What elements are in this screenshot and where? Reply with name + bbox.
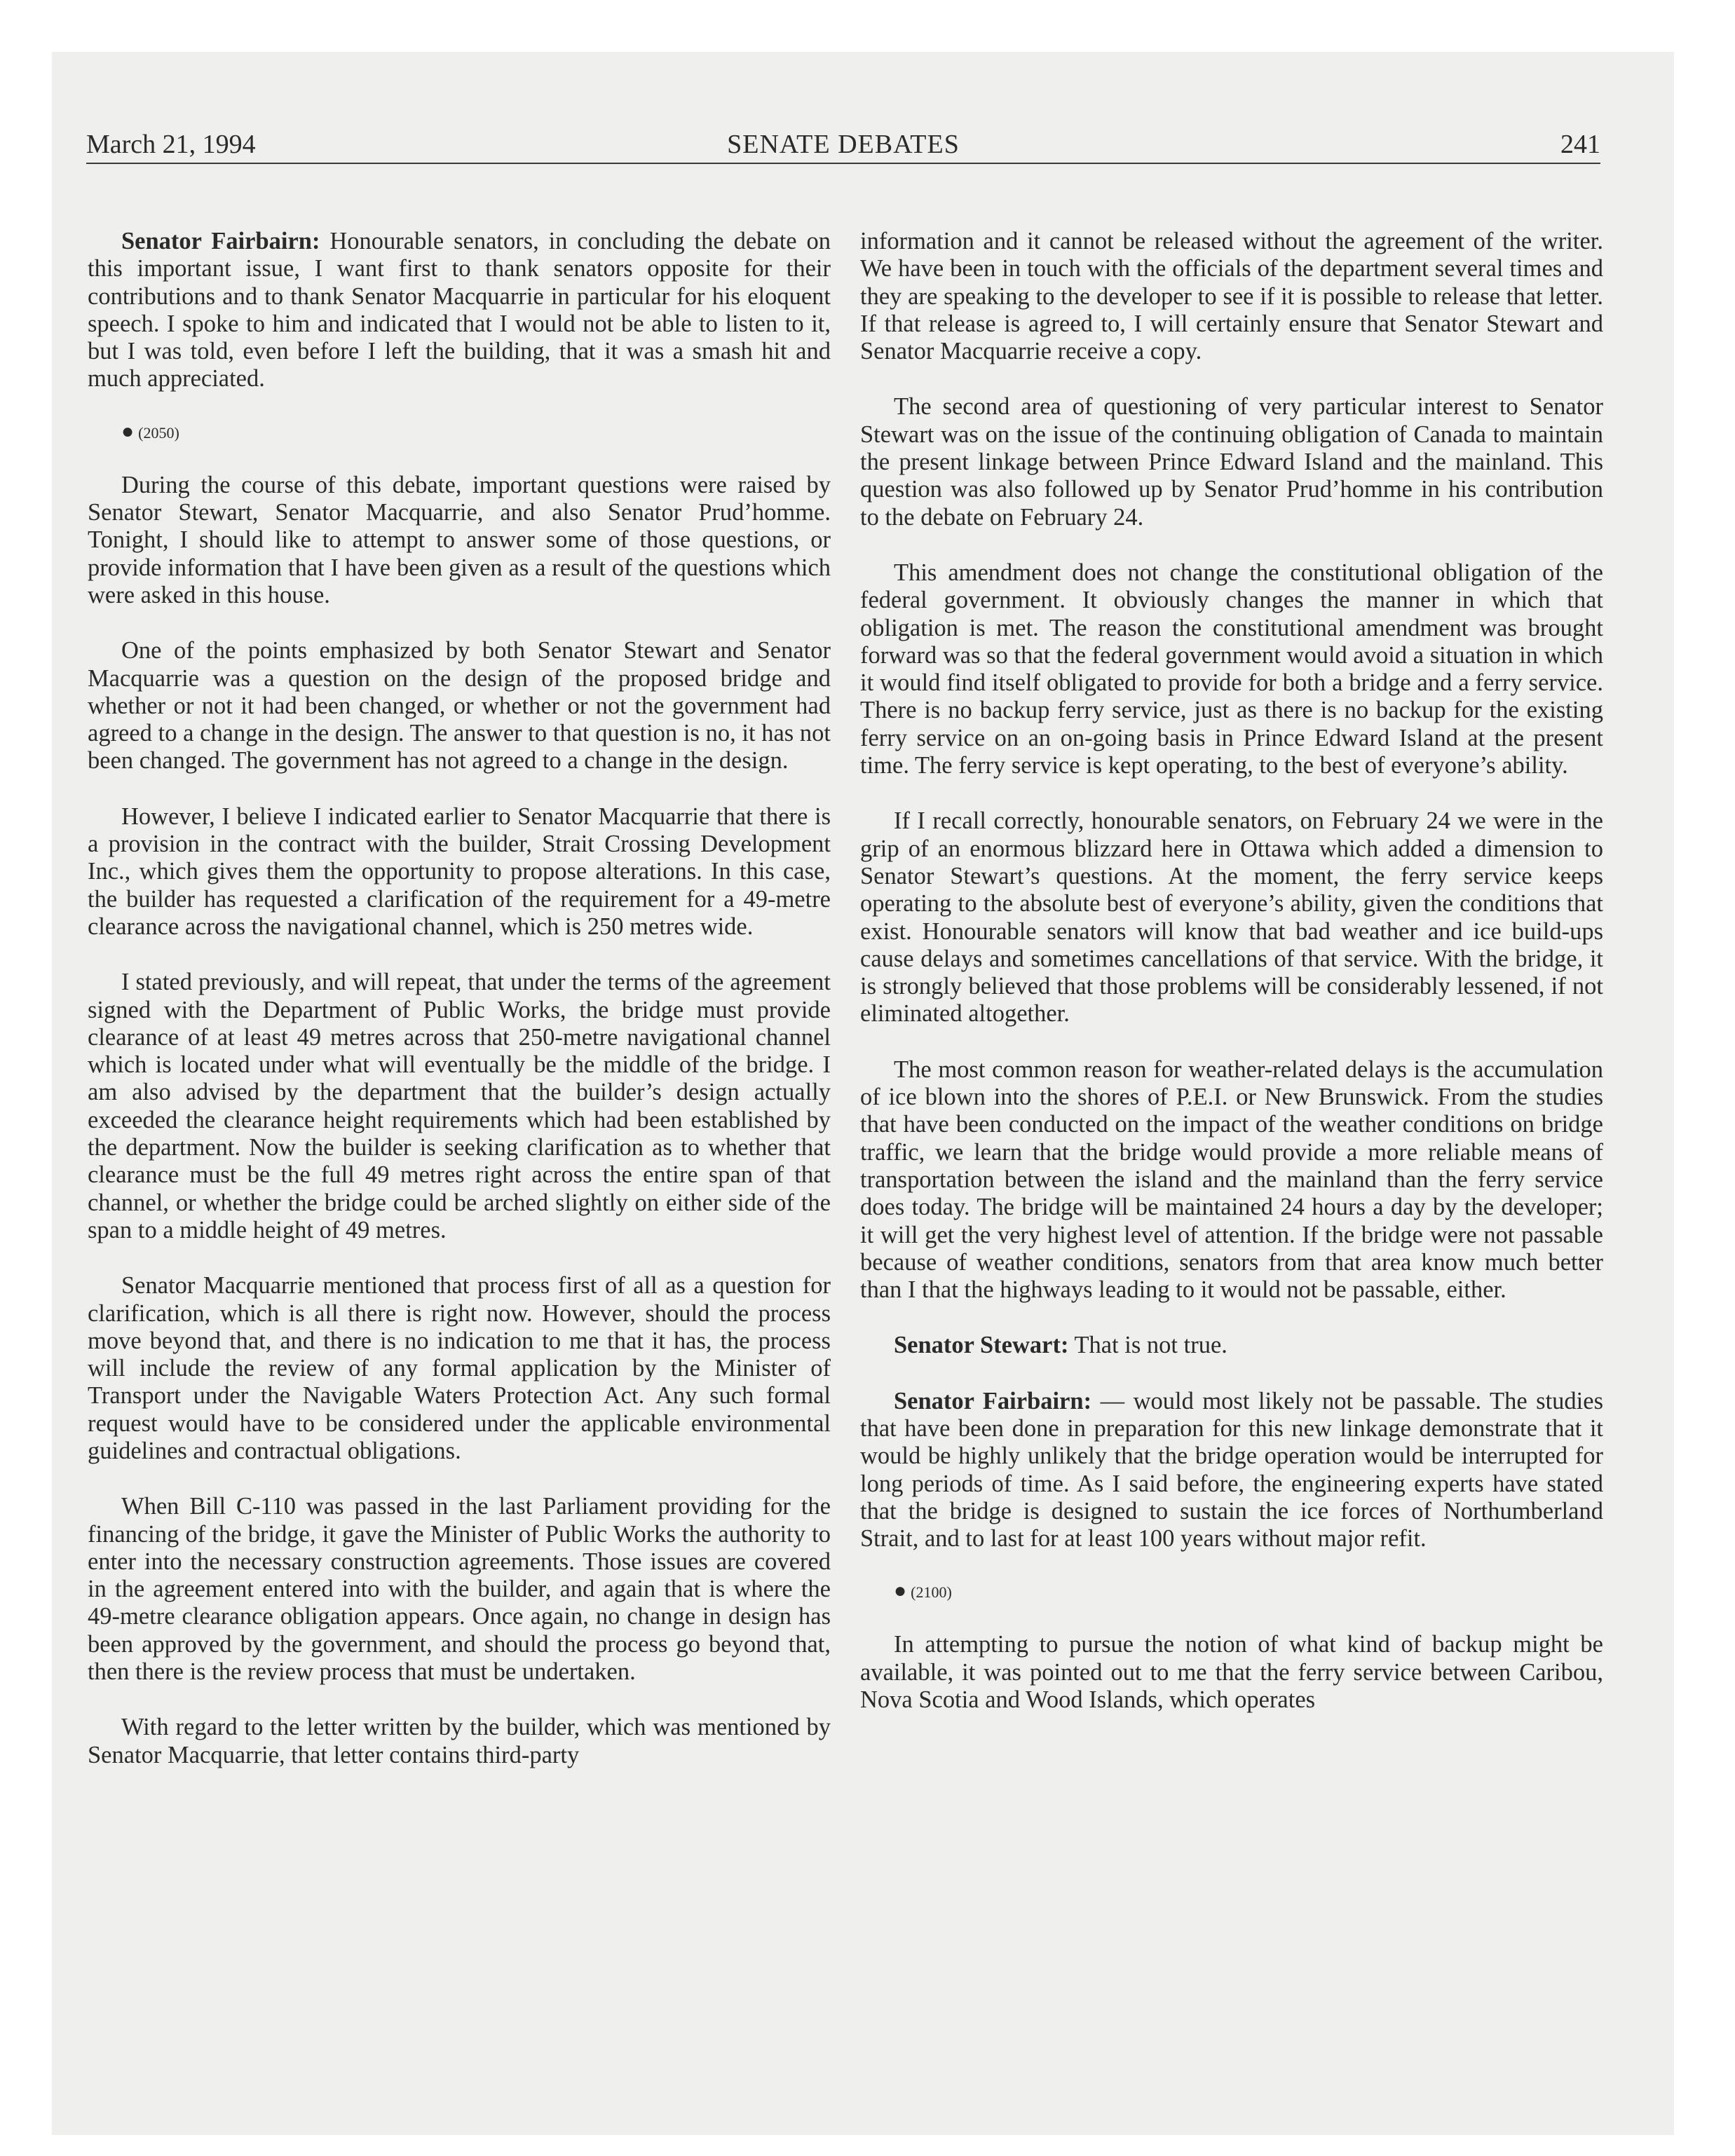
speaker-name: Senator Fairbairn: — [894, 1387, 1092, 1414]
paragraph: When Bill C-110 was passed in the last Parliament providing for the financing of the bridge, it gave the Minister of Public Works the authority to enter into the necessary construction agreements. Those issues are covered in the agreement entered into with the builder, and again that is where the 49-metre clearance obligation appears. Once again, no change in design has been approved by the government, and should the process go beyond that, then there is the review process that must be undertaken. — [88, 1493, 831, 1686]
paragraph-text: Honourable senators, in concluding the debate on this important issue, I want first to thank senators opposite for their contributions and to thank Senator Macquarrie in particular for his eloquent speech. I spoke to him and indicated that I would not be able to listen to it, but I was told, even before I left the building, that it was a smash hit and much appreciated. — [88, 228, 831, 393]
page-header — [86, 126, 1600, 164]
paragraph: information and it cannot be released without the agreement of the writer. We have been in touch with the officials of the department several times and they are speaking to the developer to see if it is possible to release that letter. If that release is agreed to, I will certainly ensure that Senator Stewart and Senator Macquarrie receive a copy. — [860, 228, 1603, 365]
paragraph: The most common reason for weather-related delays is the accumulation of ice blown into the shores of P.E.I. or New Brunswick. From the studies that have been conducted on the impact of the weather conditions on bridge traffic, we learn that the bridge would provide a more reliable means of transportation between the island and the mainland than the ferry service does today. The bridge will be maintained 24 hours a day by the developer; it will get the very highest level of attention. If the bridge were not passable because of weather conditions, senators from that area know much better than I that the highways leading to it would not be passable, either. — [860, 1056, 1603, 1304]
left-column — [88, 228, 831, 1797]
paragraph — [860, 1332, 1603, 1359]
paragraph: This amendment does not change the constitutional obligation of the federal government. It obviously changes the manner in which that obligation is met. The reason the constitutional amendment was brought forward was so that the federal government would avoid a situation in which it would find itself obligated to provide for both a bridge and a ferry service. There is no backup ferry service, just as there is no backup for the existing ferry service on an on-going basis in Prince Edward Island at the present time. The ferry service is kept operating, to the best of everyone’s ability. — [860, 559, 1603, 779]
paragraph: However, I believe I indicated earlier to Senator Macquarrie that there is a provision in the contract with the builder, Strait Crossing Development Inc., which gives them the opportunity to propose alterations. In this case, the builder has requested a clarification of the requirement for a 49-metre clearance across the navigational channel, which is 250 metres wide. — [88, 803, 831, 940]
paragraph — [860, 1388, 1603, 1553]
paragraph: With regard to the letter written by the builder, which was mentioned by Senator Macquarrie, that letter contains third-party — [88, 1714, 831, 1768]
header-date: March 21, 1994 — [86, 130, 256, 159]
paragraph: During the course of this debate, important questions were raised by Senator Stewart, Senator Macquarrie, and also Senator Prud’homme. Tonight, I should like to attempt to answer some of those questions, or provide information that I have been given as a result of the questions which were asked in this house. — [88, 471, 831, 608]
speaker-name: Senator Stewart: — [894, 1332, 1069, 1359]
paragraph: The second area of questioning of very particular interest to Senator Stewart was on the issue of the continuing obligation of Canada to maintain the present linkage between Prince Edward Island and the mainland. This question was also followed up by Senator Prud’homme in his contribution to the debate on February 24. — [860, 393, 1603, 531]
paragraph: Senator Macquarrie mentioned that process first of all as a question for clarification, which is all there is right now. However, should the process move beyond that, and there is no indication to me that it has, the process will include the review of any formal application by the Minister of Transport under the Navigable Waters Protection Act. Any such formal request would have to be considered under the applicable environmental guidelines and contractual obligations. — [88, 1272, 831, 1464]
bullet-icon: ● — [894, 1579, 907, 1603]
time-marker — [121, 421, 831, 444]
paragraph: I stated previously, and will repeat, that under the terms of the agreement signed with the Department of Public Works, the bridge must provide clearance of at least 49 metres across that 250-metre navigational channel which is located under what will eventually be the middle of the bridge. I am also advised by the department that the builder’s design actually exceeded the clearance height requirements which had been established by the department. Now the builder is seeking clarification as to whether that clearance must be the full 49 metres right across the entire span of that channel, or whether the bridge could be arched slightly on either side of the span to a middle height of 49 metres. — [88, 969, 831, 1243]
speaker-name: Senator Fairbairn: — [121, 228, 320, 254]
paragraph: If I recall correctly, honourable senators, on February 24 we were in the grip of an enormous blizzard here in Ottawa which added a dimension to Senator Stewart’s questions. At the moment, the ferry service keeps operating to the absolute best of everyone’s ability, given the conditions that exist. Honourable senators will know that bad weather and ice build-ups cause delays and sometimes cancellations of that service. With the bridge, it is strongly believed that those problems will be considerably lessened, if not eliminated altogether. — [860, 807, 1603, 1028]
paragraph-text: That is not true. — [1068, 1332, 1227, 1359]
paragraph — [88, 228, 831, 393]
bullet-icon: ● — [121, 419, 135, 443]
page-number: 241 — [1560, 130, 1600, 159]
time-marker-text: (2050) — [138, 423, 179, 442]
paragraph: One of the points emphasized by both Senator Stewart and Senator Macquarrie was a question on the design of the proposed bridge and whether or not it had been changed, or whether or not the government had agreed to a change in the design. The answer to that question is no, it has not been changed. The government has not agreed to a change in the design. — [88, 637, 831, 775]
paragraph: In attempting to pursue the notion of what kind of backup might be available, it was pointed out to me that the ferry service between Caribou, Nova Scotia and Wood Islands, which operates — [860, 1631, 1603, 1714]
right-column — [860, 228, 1603, 1742]
paragraph-text: — would most likely not be passable. The studies that have been done in preparation for this new linkage demonstrate that it would be highly unlikely that the bridge operation would be interrupted for long periods of time. As I said before, the engineering experts have stated that the bridge is designed to sustain the ice forces of Northumberland Strait, and to last for at least 100 years without major refit. — [860, 1387, 1603, 1553]
header-title: SENATE DEBATES — [727, 130, 960, 159]
time-marker-text: (2100) — [911, 1583, 952, 1602]
time-marker — [894, 1581, 1603, 1603]
